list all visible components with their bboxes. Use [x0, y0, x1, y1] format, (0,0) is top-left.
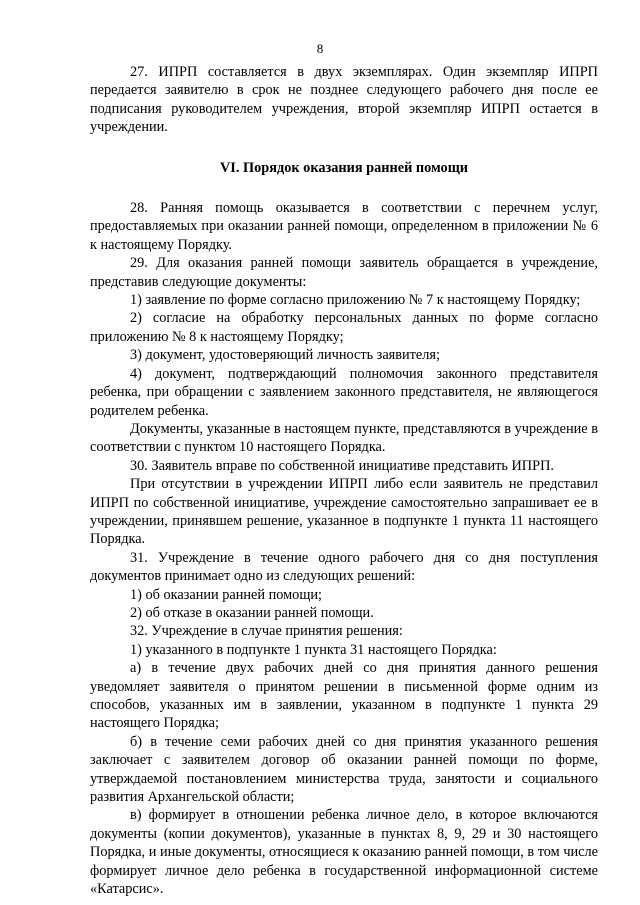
paragraph-32: 32. Учреждение в случае принятия решения: — [130, 623, 403, 640]
list-item-32-1-a: а) в течение двух рабочих дней со дня принятия данного решения уведомляет заявителя о принятом решении в письменной форме одним из способов, указанных им в заявлении, указанном в подпункте 1 пункта 29 настоящего Порядка; — [90, 660, 598, 732]
list-item-32-1-c: в) формирует в отношении ребенка личное дело, в которое включаются документы (копии документов), указанные в пунктах 8, 9, 29 и 30 настоящего Порядка, и иные документы, относящиеся к оказанию ранней помощи, в том числе формирует личное дело ребенка в государственной информационной системе «Катарсис». — [90, 807, 598, 898]
list-item-29-2: 2) согласие на обработку персональных данных по форме согласно приложению № 8 к настоящему Порядку; — [90, 310, 598, 345]
list-item-31-1: 1) об оказании ранней помощи; — [130, 586, 322, 603]
paragraph-30: 30. Заявитель вправе по собственной инициативе представить ИПРП. — [130, 457, 554, 474]
list-item-32-1: 1) указанного в подпункте 1 пункта 31 настоящего Порядка: — [130, 641, 497, 658]
document-body — [90, 63, 598, 898]
list-item-29-4: 4) документ, подтверждающий полномочия законного представителя ребенка, при обращении с заявлением законного представителя, не являющегося родителем ребенка. — [90, 365, 598, 419]
paragraph-30-note: При отсутствии в учреждении ИПРП либо если заявитель не представил ИПРП по собственной инициативе, учреждение самостоятельно запрашивает ее в учреждении, принявшем решение, указанное в подпункте 1 пункта 11 настоящего Порядка. — [90, 476, 598, 548]
paragraph-29-note: Документы, указанные в настоящем пункте, представляются в учреждение в соответствии с пунктом 10 настоящего Порядка. — [90, 420, 598, 456]
list-item-32-1-b: б) в течение семи рабочих дней со дня принятия указанного решения заключает с заявителем договор об оказании ранней помощи по форме, утверждаемой постановлением министерства труда, занятости и социального развития Архангельской области; — [90, 733, 598, 806]
paragraph-27: 27. ИПРП составляется в двух экземплярах. Один экземпляр ИПРП передается заявителю в срок не позднее следующего рабочего дня после ее подписания руководителем учреждения, второй экземпляр ИПРП остается в учреждении. — [90, 64, 598, 136]
paragraph-29: 29. Для оказания ранней помощи заявитель обращается в учреждение, представив следующие документы: — [90, 255, 598, 290]
list-item-29-3: 3) документ, удостоверяющий личность заявителя; — [130, 347, 440, 364]
list-item-29-1: 1) заявление по форме согласно приложению № 7 к настоящему Порядку; — [130, 292, 581, 309]
list-item-31-2: 2) об отказе в оказании ранней помощи. — [130, 604, 374, 621]
section-heading: VI. Порядок оказания ранней помощи — [219, 159, 469, 176]
paragraph-28: 28. Ранняя помощь оказывается в соответствии с перечнем услуг, предоставляемых при оказании ранней помощи, определенном в приложении № 6 к настоящему Порядку. — [90, 200, 598, 253]
page-number: 8 — [316, 41, 324, 56]
paragraph-31: 31. Учреждение в течение одного рабочего дня со дня поступления документов принимает одно из следующих решений: — [90, 549, 598, 585]
